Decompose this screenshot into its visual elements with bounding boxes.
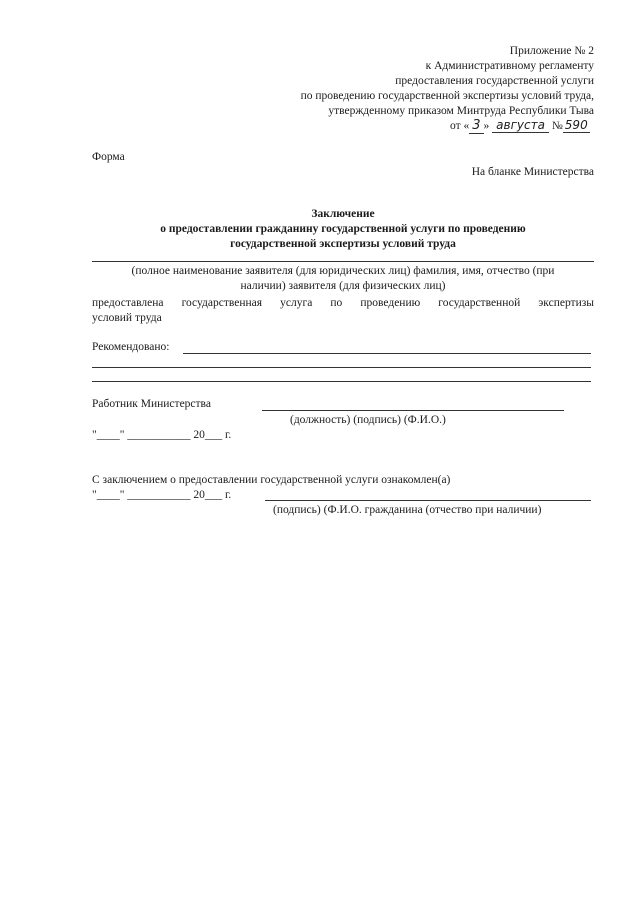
order-date-line (450, 118, 590, 134)
date-prefix: от « (450, 120, 470, 132)
date-line-1: "____" ___________ 20___ г. (92, 429, 232, 441)
title-line-2: о предоставлении гражданину государственной услуги по проведению (160, 223, 526, 235)
header-line-5: утвержденному приказом Минтруда Республики Тыва (328, 105, 594, 117)
worker-caption: (должность) (подпись) (Ф.И.О.) (290, 414, 446, 426)
handwritten-number: 590 (564, 118, 588, 132)
service-text-1: предоставлена государственная услуга по проведению государственной экспертизы (92, 297, 594, 309)
worker-signature-line (262, 410, 564, 411)
title-line-3: государственной экспертизы условий труда (230, 238, 456, 250)
recommended-line-2 (92, 367, 591, 368)
applicant-caption-1: (полное наименование заявителя (для юридических лиц) фамилия, имя, отчество (при (131, 265, 555, 277)
blank-label: На бланке Министерства (471, 166, 594, 178)
applicant-name-line (92, 261, 594, 262)
citizen-signature-line (265, 500, 591, 501)
acquainted-label: С заключением о предоставлении государственной услуги ознакомлен(а) (92, 474, 451, 486)
worker-label: Работник Министерства (92, 398, 211, 410)
handwritten-day: 3 (469, 118, 483, 134)
title-line-1: Заключение (311, 208, 375, 220)
recommended-line-3 (92, 381, 591, 382)
date-mid: » (483, 120, 490, 132)
recommended-line-1 (183, 353, 591, 354)
citizen-caption: (подпись) (Ф.И.О. гражданина (отчество при наличии) (273, 504, 542, 516)
header-line-4: по проведению государственной экспертизы условий труда, (300, 90, 594, 102)
number-prefix: № (551, 120, 563, 132)
header-line-3: предоставления государственной услуги (395, 75, 594, 87)
header-line-2: к Административному регламенту (425, 60, 594, 72)
recommended-label: Рекомендовано: (92, 341, 170, 353)
header-line-1: Приложение № 2 (509, 45, 594, 57)
applicant-caption-2: наличии) заявителя (для физических лиц) (240, 280, 446, 292)
date-line-2: "____" ___________ 20___ г. (92, 489, 232, 501)
form-label: Форма (92, 151, 125, 163)
handwritten-month: августа (492, 118, 549, 133)
service-text-2: условий труда (92, 312, 162, 324)
